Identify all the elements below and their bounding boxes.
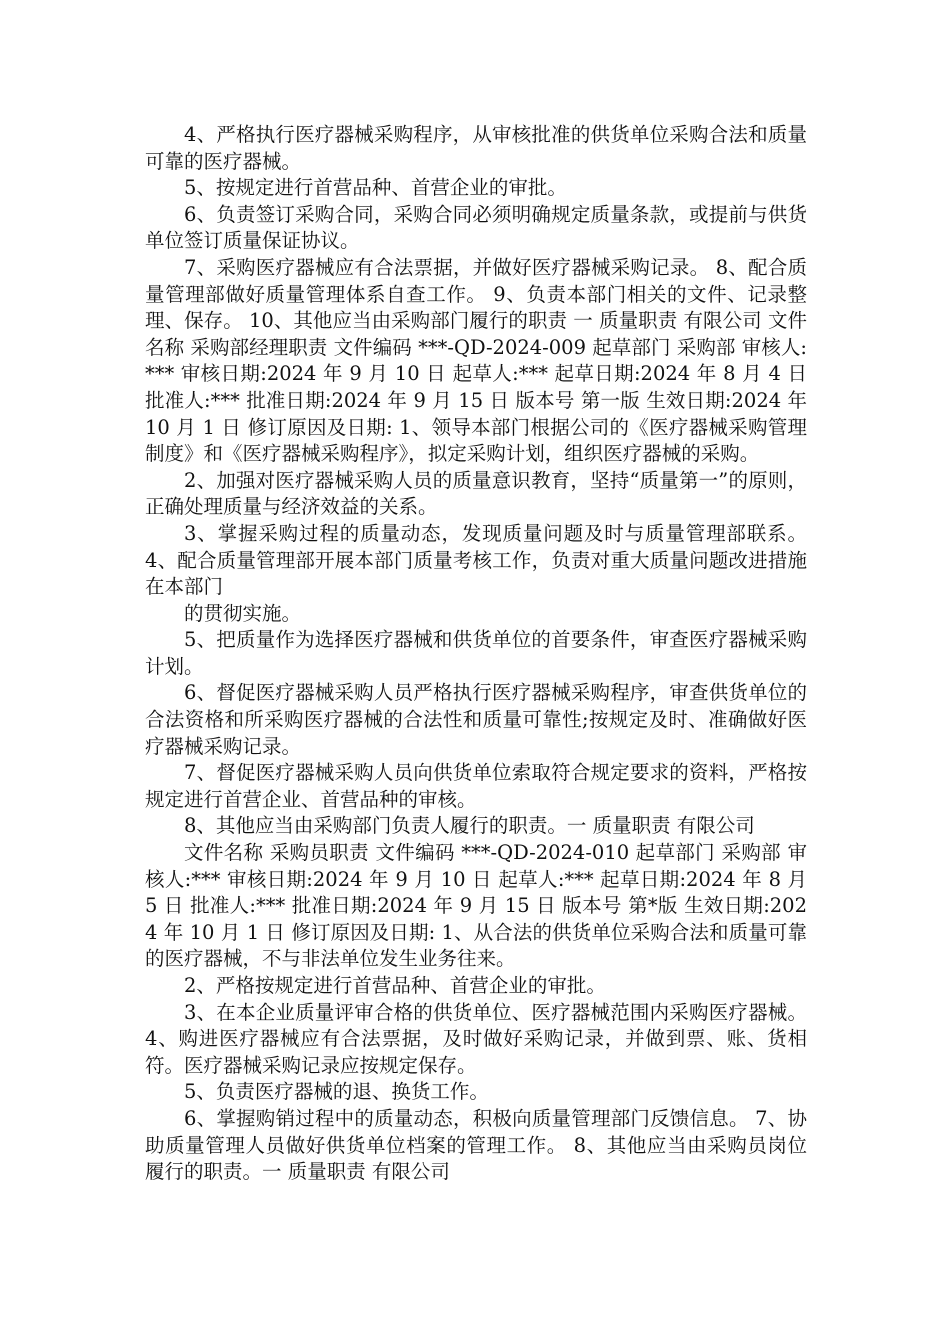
paragraph-supplier-selection: 5、把质量作为选择医疗器械和供货单位的首要条件，审查医疗器械采购计划。 [145,628,807,678]
paragraph-first-approval: 5、按规定进行首营品种、首营企业的审批。 [184,176,567,200]
paragraph-supervise-procedure: 6、督促医疗器械采购人员严格执行医疗器械采购程序，审查供货单位的合法资格和所采购医疗器械的合法性和质量可靠性;按规定及时、准确做好医疗器械采购记录。 [145,681,807,758]
paragraph-buyer-duties-header: 文件名称 采购员职责 文件编码 ***-QD-2024-010 起草部门 采购部 审核人:*** 审核日期:2024 年 9 月 10 日 起草人:*** 起草日期:2024 年 8 月 5 日 批准人:*** 批准日期:2024 年 9 月 15 日 版本号 第*版 生效日期:2024 年 10 月 1 日 修订原因及日期: 1、从合法的供货单位采购合法和质量可靠的医疗器械，不与非法单位发生业务往来。 [145,841,807,971]
paragraph-contract: 6、负责签订采购合同，采购合同必须明确规定质量条款，或提前与供货单位签订质量保证协议。 [145,202,807,253]
paragraph-manager-duties-header: 7、采购医疗器械应有合法票据，并做好医疗器械采购记录。 8、配合质量管理部做好质量管理体系自查工作。 9、负责本部门相关的文件、记录整理、保存。 10、其他应当由采购部门履行的职责 一 质量职责 有限公司 文件名称 采购部经理职责 文件编码 ***-QD-2024-009 起草部门 采购部 审核人:*** 审核日期:2024 年 9 月 10 日 起草人:*** 起草日期:2024 年 8 月 4 日 批准人:*** 批准日期:2024 年 9 月 15 日 版本号 第一版 生效日期:2024 年 10 月 1 日 修订原因及日期: 1、领导本部门根据公司的《医疗器械采购管理制度》和《医疗器械采购程序》，拟定采购计划，组织医疗器械的采购。 [145,255,807,466]
paragraph-quality-dynamics: 3、掌握采购过程的质量动态，发现质量问题及时与质量管理部联系。 4、配合质量管理部开展本部门质量考核工作，负责对重大质量问题改进措施在本部门 [145,521,807,599]
paragraph-implementation: 的贯彻实施。 [184,601,302,625]
paragraph-other-duties: 8、其他应当由采购部门负责人履行的职责。一 质量职责 有限公司 [184,814,755,838]
paragraph-feedback: 6、掌握购销过程中的质量动态，积极向质量管理部门反馈信息。 7、协助质量管理人员做好供货单位档案的管理工作。 8、其他应当由采购员岗位履行的职责。一 质量职责 有限公司 [145,1106,807,1184]
paragraph-buyer-first-approval: 2、严格按规定进行首营品种、首营企业的审批。 [184,974,606,997]
paragraph-supplier-documents: 7、督促医疗器械采购人员向供货单位索取符合规定要求的资料，严格按规定进行首营企业、首营品种的审核。 [145,761,807,811]
paragraph-purchase-procedure: 4、严格执行医疗器械采购程序，从审核批准的供货单位采购合法和质量可靠的医疗器械。 [145,123,807,173]
paragraph-returns: 5、负责医疗器械的退、换货工作。 [184,1080,489,1104]
paragraph-qualified-suppliers: 3、在本企业质量评审合格的供货单位、医疗器械范围内采购医疗器械。 4、购进医疗器械应有合法票据，及时做好采购记录，并做到票、账、货相符。医疗器械采购记录应按规定保存。 [145,1000,807,1077]
document-body [145,122,807,1186]
paragraph-quality-education: 2、加强对医疗器械采购人员的质量意识教育，坚持“质量第一”的原则，正确处理质量与经济效益的关系。 [145,468,807,519]
